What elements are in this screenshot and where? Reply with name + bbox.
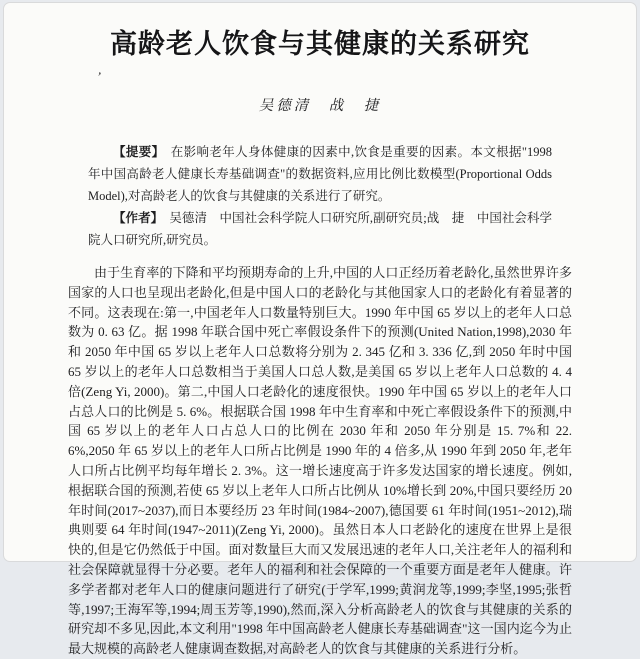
document-page bbox=[3, 2, 637, 657]
body-paragraph: 由于生育率的下降和平均预期寿命的上升,中国的人口正经历着老龄化,虽然世界许多国家的人口也呈现出老龄化,但是中国人口的老龄化与其他国家人口的老龄化有着显著的不同。这表现在:第一,中国老年人口数量特别巨大。1990 年中国 65 岁以上的老年人口总数为 0. 63 亿。据 1998 年联合国中死亡率假设条件下的预测(United Nation,1998),2030 年和 2050 年中国 65 岁以上老年人口总数将分别为 2. 345 亿和 3. 336 亿,到 2050 年时中国 65 岁以上的老年人口总数相当于美国人口总人数,是美国 65 岁以上老年人口总数的 4. 4 倍(Zeng Yi, 2000)。第二,中国人口老龄化的速度很快。1990 年中国 65 岁以上的老年人口占总人口的比例是 5. 6%。根据联合国 1998 年中生育率和中死亡率假设条件下的预测,中国 65 岁以上的老年人口占总人口的比例在 2030 年和 2050 年分别是 15. 7%和 22. 6%,2050 年 65 岁以上的老年人口所占比例是 1990 年的 4 倍多,从 1990 年到 2050 年,老年人口所占比例平均每年增长 2. 3%。这一增长速度高于许多发达国家的增长速度。例如,根据联合国的预测,若使 65 岁以上老年人口所占比例从 10%增长到 20%,中国只要经历 20 年时间(2017~2037),而日本要经历 23 年时间(1984~2007),德国要 61 年时间(1951~2012),瑞典则要 64 年时间(1947~2011)(Zeng Yi, 2000)。虽然日本人口老龄化的速度在世界上是很快的,但是它仍然低于中国。面对数量巨大而又发展迅速的老年人口,关注老年人的福利和社会保障就显得十分必要。老年人的福利和社会保障的一个重要方面是老年人健康。许多学者都对老年人口的健康问题进行了研究(于学军,1999;黄润龙等,1999;李坚,1995;张哲等,1997;王海军等,1994;周玉芳等,1990),然而,深入分析高龄老人的饮食与其健康的关系的研究却不多见,因此,本文利用"1998 年中国高龄老人健康长寿基础调查"这一国内迄今为止最大规模的高龄老人健康调查数据,对高龄老人的饮食与其健康的关系进行分析。 bbox=[68, 265, 572, 657]
abstract-text: 在影响老年人身体健康的因素中,饮食是重要的因素。本文根据"1998 年中国高龄老人健康长寿基础调查"的数据资料,应用比例比数模型(Proportional Odds Model),对高龄老人的饮食与其健康的关系进行了研究。 bbox=[88, 145, 552, 203]
body-text-block bbox=[68, 263, 572, 659]
authors-note-text: 吴德清 中国社会科学院人口研究所,副研究员;战 捷 中国社会科学院人口研究所,研究员。 bbox=[88, 211, 552, 247]
scan-artifact-mark: ’ bbox=[96, 68, 103, 85]
abstract-label: 【提要】 bbox=[113, 145, 165, 159]
abstract-block bbox=[88, 141, 552, 251]
page-title: 高龄老人饮食与其健康的关系研究 bbox=[110, 29, 530, 59]
authors-note-label: 【作者】 bbox=[113, 211, 164, 225]
abstract-paragraph bbox=[88, 141, 552, 207]
authors-note-paragraph bbox=[88, 207, 552, 251]
authors-line: 吴德清 战 捷 bbox=[258, 98, 382, 114]
